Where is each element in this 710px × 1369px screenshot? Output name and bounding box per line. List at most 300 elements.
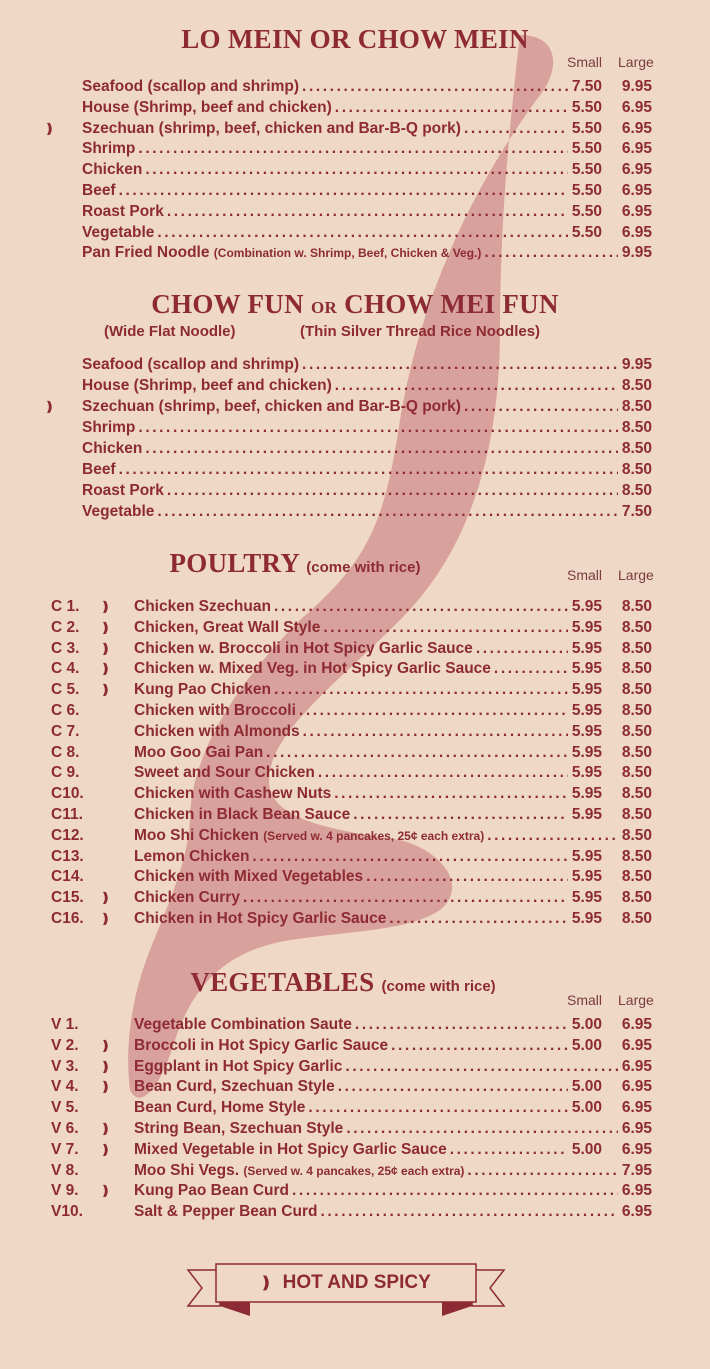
pepper-icon: ❫ bbox=[100, 599, 111, 614]
item-name-wrap bbox=[82, 439, 618, 459]
item-name-wrap bbox=[82, 460, 618, 480]
item-code: C13. bbox=[51, 847, 84, 865]
pepper-icon: ❫ bbox=[100, 1183, 111, 1199]
item-name-wrap bbox=[134, 867, 568, 887]
item-name-wrap bbox=[134, 1119, 618, 1139]
menu-row bbox=[0, 826, 710, 846]
item-code: V10. bbox=[51, 1203, 83, 1221]
item-name bbox=[134, 1098, 305, 1118]
item-price-large: 8.50 bbox=[621, 764, 652, 782]
item-code: V 5. bbox=[51, 1099, 79, 1117]
item-name-wrap bbox=[134, 680, 568, 700]
item-price: 8.50 bbox=[621, 419, 652, 436]
item-name-wrap bbox=[82, 139, 568, 159]
menu-row bbox=[0, 701, 710, 721]
item-price-large: 8.50 bbox=[621, 806, 652, 823]
item-price-large: 6.95 bbox=[621, 202, 652, 220]
pepper-icon: ❫ bbox=[100, 682, 111, 698]
item-price-large: 6.95 bbox=[621, 1140, 652, 1158]
menu-row bbox=[0, 618, 710, 638]
menu-row bbox=[0, 460, 710, 480]
item-name-wrap bbox=[82, 418, 618, 438]
item-name-wrap bbox=[82, 376, 618, 396]
item-name-text: Roast Pork bbox=[82, 482, 164, 499]
item-price-small: 5.50 bbox=[571, 140, 602, 158]
item-price-small: 5.00 bbox=[571, 1078, 602, 1096]
menu-row bbox=[0, 77, 710, 97]
item-name-text: Chicken with Almonds bbox=[134, 722, 300, 740]
item-price-large: 8.50 bbox=[621, 785, 652, 803]
item-name-wrap bbox=[82, 355, 618, 375]
leader-dots bbox=[305, 1098, 568, 1118]
item-price-large: 8.50 bbox=[621, 847, 652, 865]
item-name bbox=[82, 181, 116, 201]
item-price-small: 5.95 bbox=[571, 868, 602, 886]
lo-mein-col-large: Large bbox=[618, 54, 654, 70]
item-code: V 6. bbox=[51, 1120, 79, 1137]
chow-fun-title-or: OR bbox=[310, 298, 338, 317]
item-name-text: Roast Pork bbox=[82, 202, 164, 220]
item-name bbox=[82, 481, 164, 501]
item-name-wrap bbox=[134, 909, 568, 929]
item-name-text: Bean Curd, Szechuan Style bbox=[134, 1078, 335, 1096]
leader-dots bbox=[271, 680, 568, 700]
menu-row bbox=[0, 439, 710, 459]
item-price-large: 8.50 bbox=[621, 618, 652, 636]
menu-row bbox=[0, 160, 710, 180]
menu-row bbox=[0, 1181, 710, 1201]
vegetables-title-text: VEGETABLES bbox=[190, 967, 375, 997]
item-description: (Served w. 4 pancakes, 25¢ each extra) bbox=[243, 1163, 465, 1178]
item-name bbox=[134, 597, 271, 617]
item-name-text: Eggplant in Hot Spicy Garlic bbox=[134, 1057, 343, 1075]
item-name-text: Sweet and Sour Chicken bbox=[134, 764, 315, 782]
item-price-large: 8.50 bbox=[621, 722, 652, 740]
pepper-icon: ❫ bbox=[100, 640, 111, 656]
pepper-icon: ❫ bbox=[100, 911, 111, 926]
item-name-text: Vegetable Combination Saute bbox=[134, 1016, 352, 1033]
menu-row bbox=[0, 1057, 710, 1077]
item-price-small: 5.00 bbox=[571, 1099, 602, 1117]
item-code: V 7. bbox=[51, 1140, 79, 1158]
item-price: 8.50 bbox=[621, 377, 652, 394]
pepper-icon: ❫ bbox=[100, 1079, 111, 1095]
item-price-large: 8.50 bbox=[621, 598, 652, 615]
menu-row bbox=[0, 639, 710, 659]
leader-dots bbox=[271, 597, 568, 617]
item-price-small: 5.50 bbox=[571, 202, 602, 220]
leader-dots bbox=[331, 784, 568, 804]
item-name-wrap bbox=[134, 784, 568, 804]
item-name-wrap bbox=[134, 743, 568, 763]
item-name-text: Chicken with Cashew Nuts bbox=[134, 785, 332, 803]
item-name bbox=[134, 1036, 388, 1056]
item-name bbox=[82, 439, 142, 459]
item-code: C 8. bbox=[51, 743, 80, 761]
item-name-text: Chicken with Mixed Vegetables bbox=[134, 868, 364, 886]
item-price-large: 6.95 bbox=[621, 140, 652, 158]
item-name-wrap bbox=[82, 243, 618, 263]
item-name bbox=[134, 1119, 343, 1139]
item-name bbox=[134, 639, 473, 659]
item-name-text: Lemon Chicken bbox=[134, 847, 250, 865]
menu-row bbox=[0, 1098, 710, 1118]
item-name bbox=[134, 1057, 342, 1077]
leader-dots bbox=[461, 119, 568, 139]
leader-dots bbox=[249, 847, 568, 867]
item-name bbox=[134, 743, 263, 763]
leader-dots bbox=[142, 439, 618, 459]
item-name-text: Moo Shi Chicken bbox=[134, 826, 259, 844]
item-code: C12. bbox=[51, 826, 84, 844]
item-price-large: 6.95 bbox=[621, 1182, 652, 1200]
item-price-small: 5.95 bbox=[571, 598, 602, 615]
item-name-wrap bbox=[82, 502, 618, 522]
item-name-wrap bbox=[134, 618, 568, 638]
item-name-text: Chicken bbox=[82, 161, 143, 179]
item-name-text: Salt & Pepper Bean Curd bbox=[134, 1203, 318, 1221]
leader-dots bbox=[464, 1161, 618, 1181]
pepper-icon: ❫ bbox=[100, 1121, 111, 1136]
menu-row bbox=[0, 805, 710, 825]
item-name-wrap bbox=[82, 223, 568, 243]
item-name bbox=[134, 659, 491, 679]
item-name bbox=[134, 701, 296, 721]
item-name bbox=[134, 888, 240, 908]
item-name-text: Vegetable bbox=[82, 223, 155, 241]
item-name bbox=[134, 826, 484, 846]
item-name bbox=[134, 618, 320, 638]
item-name bbox=[82, 160, 142, 180]
item-price: 8.50 bbox=[621, 440, 652, 457]
menu-row bbox=[0, 659, 710, 679]
item-name-wrap bbox=[134, 1181, 618, 1201]
pepper-icon: ❫ bbox=[44, 399, 55, 414]
item-name bbox=[82, 460, 116, 480]
item-name-wrap bbox=[134, 1015, 568, 1035]
item-name-wrap bbox=[134, 1098, 568, 1118]
leader-dots bbox=[300, 722, 568, 742]
chow-fun-title-b: CHOW MEI FUN bbox=[344, 289, 559, 319]
item-price-small: 5.95 bbox=[571, 764, 602, 782]
item-name-wrap bbox=[134, 1202, 618, 1222]
item-name-wrap bbox=[134, 826, 618, 846]
leader-dots bbox=[335, 1077, 568, 1097]
menu-row bbox=[0, 1015, 710, 1035]
item-name bbox=[134, 722, 300, 742]
item-code: C16. bbox=[51, 910, 84, 927]
item-name bbox=[134, 1161, 464, 1181]
pepper-icon: ❫ bbox=[100, 1141, 111, 1157]
item-name-text: Shrimp bbox=[82, 140, 136, 158]
vegetables-col-large: Large bbox=[618, 992, 654, 1008]
menu-row bbox=[0, 847, 710, 867]
item-name-wrap bbox=[134, 659, 568, 679]
item-code: C 5. bbox=[51, 681, 80, 699]
menu-row bbox=[0, 181, 710, 201]
item-price: 8.50 bbox=[621, 461, 652, 478]
item-name-wrap bbox=[134, 1140, 568, 1160]
item-code: V 4. bbox=[51, 1078, 79, 1096]
item-code: C 4. bbox=[51, 660, 80, 678]
leader-dots bbox=[484, 826, 618, 846]
item-name bbox=[134, 1202, 317, 1222]
item-name-wrap bbox=[134, 763, 568, 783]
item-name-wrap bbox=[82, 202, 568, 222]
item-price-large: 6.95 bbox=[621, 1099, 652, 1117]
item-price-small: 5.95 bbox=[571, 702, 602, 719]
item-code: C 6. bbox=[51, 702, 80, 719]
leader-dots bbox=[343, 1119, 618, 1139]
pepper-icon: ❫ bbox=[100, 890, 111, 906]
item-code: C10. bbox=[51, 785, 84, 803]
item-name-text: Moo Goo Gai Pan bbox=[134, 743, 264, 761]
item-name bbox=[82, 355, 299, 375]
leader-dots bbox=[263, 743, 568, 763]
item-name-text: Kung Pao Chicken bbox=[134, 681, 271, 699]
item-description: (Combination w. Shrimp, Beef, Chicken & Veg.) bbox=[213, 246, 482, 261]
menu-row bbox=[0, 743, 710, 763]
menu-row bbox=[0, 1077, 710, 1097]
item-code: C 3. bbox=[51, 639, 80, 657]
item-price-large: 9.95 bbox=[621, 78, 652, 95]
item-price-large: 6.95 bbox=[621, 1016, 652, 1033]
item-price-small: 5.95 bbox=[571, 743, 602, 761]
item-price-large: 8.50 bbox=[621, 889, 652, 907]
item-name-wrap bbox=[82, 77, 568, 97]
leader-dots bbox=[352, 1015, 568, 1035]
item-code: C15. bbox=[51, 889, 84, 907]
item-name-text: Chicken Szechuan bbox=[134, 598, 271, 615]
item-price-large: 8.50 bbox=[621, 681, 652, 699]
menu-row bbox=[0, 502, 710, 522]
item-name-wrap bbox=[82, 481, 618, 501]
item-name-text: House (Shrimp, beef and chicken) bbox=[82, 377, 332, 394]
item-name-text: Chicken in Black Bean Sauce bbox=[134, 806, 351, 823]
item-name-text: Chicken Curry bbox=[134, 889, 240, 907]
leader-dots bbox=[386, 909, 568, 929]
item-name-text: Pan Fried Noodle bbox=[82, 244, 210, 262]
leader-dots bbox=[116, 460, 618, 480]
leader-dots bbox=[363, 867, 568, 887]
menu-row bbox=[0, 680, 710, 700]
leader-dots bbox=[491, 659, 568, 679]
item-name bbox=[82, 223, 154, 243]
item-price-large: 6.95 bbox=[621, 1120, 652, 1137]
chow-fun-title-a: CHOW FUN bbox=[151, 289, 304, 319]
lo-mein-title: LO MEIN OR CHOW MEIN bbox=[181, 24, 529, 54]
menu-row bbox=[0, 722, 710, 742]
item-name bbox=[82, 202, 164, 222]
menu-row bbox=[0, 98, 710, 118]
menu-row bbox=[0, 418, 710, 438]
item-name-text: Vegetable bbox=[82, 503, 155, 520]
menu-row bbox=[0, 139, 710, 159]
leader-dots bbox=[116, 181, 568, 201]
item-name-wrap bbox=[134, 639, 568, 659]
item-name-wrap bbox=[134, 805, 568, 825]
item-name-text: String Bean, Szechuan Style bbox=[134, 1120, 344, 1137]
item-name bbox=[134, 784, 331, 804]
item-name bbox=[134, 1140, 447, 1160]
item-name-wrap bbox=[82, 181, 568, 201]
item-name bbox=[134, 847, 249, 867]
menu-row bbox=[0, 202, 710, 222]
menu-row bbox=[0, 355, 710, 375]
item-name-text: Seafood (scallop and shrimp) bbox=[82, 78, 300, 95]
menu-row bbox=[0, 376, 710, 396]
item-price-small: 5.50 bbox=[571, 223, 602, 241]
leader-dots bbox=[447, 1140, 568, 1160]
item-price-large: 9.95 bbox=[621, 244, 652, 262]
pepper-icon: ❫ bbox=[100, 661, 111, 677]
item-price-small: 5.95 bbox=[571, 660, 602, 678]
item-name bbox=[134, 805, 350, 825]
leader-dots bbox=[289, 1181, 618, 1201]
item-price-small: 5.95 bbox=[571, 681, 602, 699]
leader-dots bbox=[461, 397, 618, 417]
pepper-icon: ❫ bbox=[44, 120, 55, 136]
item-name bbox=[82, 119, 461, 139]
item-name-text: Szechuan (shrimp, beef, chicken and Bar-B-Q pork) bbox=[82, 398, 461, 415]
menu-row bbox=[0, 119, 710, 139]
menu-row bbox=[0, 888, 710, 908]
item-name-text: Chicken, Great Wall Style bbox=[134, 618, 321, 636]
item-name-wrap bbox=[82, 397, 618, 417]
item-name-text: Beef bbox=[82, 182, 116, 199]
item-price-large: 8.50 bbox=[621, 910, 652, 927]
item-name bbox=[134, 763, 315, 783]
item-price-small: 5.50 bbox=[571, 98, 602, 116]
leader-dots bbox=[299, 77, 568, 97]
item-price-large: 8.50 bbox=[621, 660, 652, 678]
leader-dots bbox=[332, 98, 568, 118]
item-name-wrap bbox=[134, 701, 568, 721]
pepper-icon: ❫ bbox=[100, 619, 111, 635]
item-price-large: 8.50 bbox=[621, 639, 652, 657]
item-price-small: 5.95 bbox=[571, 910, 602, 927]
item-name-wrap bbox=[134, 722, 568, 742]
menu-row bbox=[0, 223, 710, 243]
item-name bbox=[134, 680, 271, 700]
hot-spicy-label: HOT AND SPICY bbox=[282, 1272, 431, 1293]
menu-row bbox=[0, 597, 710, 617]
leader-dots bbox=[154, 502, 618, 522]
item-name bbox=[134, 1077, 335, 1097]
hot-spicy-legend bbox=[218, 1268, 472, 1298]
leader-dots bbox=[332, 376, 618, 396]
leader-dots bbox=[320, 618, 568, 638]
item-price-small: 5.00 bbox=[571, 1036, 602, 1054]
poultry-col-small: Small bbox=[567, 567, 603, 583]
item-name bbox=[82, 139, 135, 159]
item-price-large: 8.50 bbox=[621, 743, 652, 761]
menu-row bbox=[0, 763, 710, 783]
item-code: C14. bbox=[51, 868, 84, 886]
item-price-large: 6.95 bbox=[621, 182, 652, 199]
item-name-text: Seafood (scallop and shrimp) bbox=[82, 356, 300, 373]
vegetables-col-small: Small bbox=[567, 992, 603, 1008]
item-name-text: Beef bbox=[82, 461, 116, 478]
item-price: 7.50 bbox=[621, 503, 652, 520]
item-name bbox=[82, 243, 481, 263]
chow-fun-title bbox=[0, 289, 710, 320]
item-name-text: Chicken in Hot Spicy Garlic Sauce bbox=[134, 910, 387, 927]
item-name-text: Chicken w. Broccoli in Hot Spicy Garlic Sauce bbox=[134, 639, 473, 657]
item-price-small: 5.95 bbox=[571, 847, 602, 865]
item-name bbox=[134, 1181, 289, 1201]
item-price-large: 8.50 bbox=[621, 868, 652, 886]
lo-mein-col-small: Small bbox=[567, 54, 603, 70]
item-name-wrap bbox=[134, 888, 568, 908]
leader-dots bbox=[142, 160, 568, 180]
chow-fun-sub-right: (Thin Silver Thread Rice Noodles) bbox=[300, 323, 541, 340]
leader-dots bbox=[473, 639, 568, 659]
leader-dots bbox=[350, 805, 568, 825]
item-code: V 9. bbox=[51, 1182, 79, 1200]
menu-row bbox=[0, 481, 710, 501]
item-name-text: Shrimp bbox=[82, 419, 136, 436]
item-name bbox=[82, 77, 299, 97]
item-name-wrap bbox=[134, 1036, 568, 1056]
item-name-wrap bbox=[82, 119, 568, 139]
item-name-text: Chicken with Broccoli bbox=[134, 702, 296, 719]
leader-dots bbox=[164, 202, 568, 222]
item-code: C 2. bbox=[51, 618, 80, 636]
item-code: C11. bbox=[51, 806, 83, 823]
item-description: (Served w. 4 pancakes, 25¢ each extra) bbox=[263, 828, 485, 843]
item-name-text: Chicken bbox=[82, 440, 143, 457]
item-price-large: 6.95 bbox=[621, 1036, 652, 1054]
item-price-small: 5.50 bbox=[571, 119, 602, 137]
item-price-small: 5.95 bbox=[571, 618, 602, 636]
item-name bbox=[82, 418, 135, 438]
item-price-large: 6.95 bbox=[621, 119, 652, 137]
item-name bbox=[82, 397, 461, 417]
item-name-text: Broccoli in Hot Spicy Garlic Sauce bbox=[134, 1036, 389, 1054]
pepper-icon: ❫ bbox=[259, 1275, 273, 1292]
item-price: 9.95 bbox=[621, 356, 652, 373]
item-price-large: 6.95 bbox=[621, 1057, 652, 1075]
menu-row bbox=[0, 1202, 710, 1222]
item-name-wrap bbox=[134, 1077, 568, 1097]
item-price-large: 6.95 bbox=[621, 1203, 652, 1221]
item-name-text: Szechuan (shrimp, beef, chicken and Bar-B-Q pork) bbox=[82, 119, 461, 137]
item-code: C 1. bbox=[51, 598, 80, 615]
item-price-small: 5.95 bbox=[571, 806, 602, 823]
item-name-text: Mixed Vegetable in Hot Spicy Garlic Sauce bbox=[134, 1140, 447, 1158]
pepper-icon: ❫ bbox=[100, 1037, 111, 1053]
menu-row bbox=[0, 867, 710, 887]
item-price-small: 5.00 bbox=[571, 1016, 602, 1033]
item-name bbox=[134, 867, 363, 887]
menu-row bbox=[0, 1161, 710, 1181]
item-name-wrap bbox=[134, 1057, 618, 1077]
leader-dots bbox=[135, 418, 618, 438]
menu-row bbox=[0, 909, 710, 929]
item-name bbox=[82, 502, 154, 522]
item-price-large: 6.95 bbox=[621, 1078, 652, 1096]
item-price-large: 6.95 bbox=[621, 223, 652, 241]
item-code: V 8. bbox=[51, 1161, 79, 1179]
item-name-text: Moo Shi Vegs. bbox=[134, 1161, 240, 1179]
item-price-small: 5.50 bbox=[571, 182, 602, 199]
item-price-small: 5.95 bbox=[571, 889, 602, 907]
menu-row bbox=[0, 397, 710, 417]
item-code: C 7. bbox=[51, 722, 80, 740]
item-price-small: 5.95 bbox=[571, 639, 602, 657]
item-price: 8.50 bbox=[621, 482, 652, 499]
